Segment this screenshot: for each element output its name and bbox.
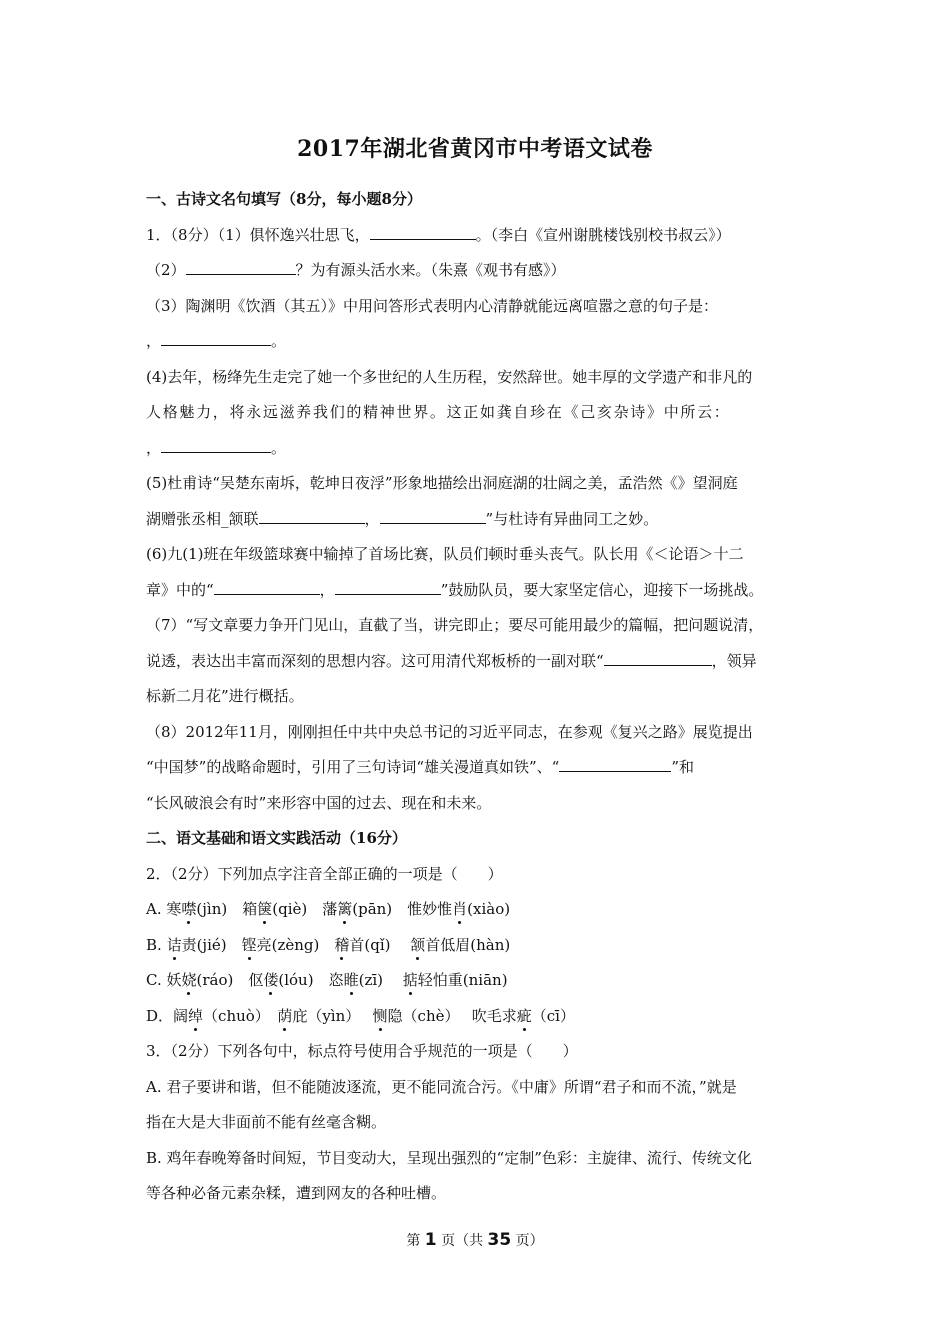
text: (lóu) 恣: [278, 971, 344, 989]
dotted-char: 箧: [257, 900, 273, 918]
q1-line6: 人格魅力，将永远滋养我们的精神世界。这正如龚自珍在《己亥杂诗》中所云：: [146, 403, 731, 421]
text: 首低眉(hàn): [425, 935, 511, 954]
text: （cī）: [531, 1006, 575, 1025]
dotted-char: 颔: [410, 935, 426, 954]
dotted-char: 睢: [343, 971, 359, 989]
dotted-char: 诘: [166, 935, 182, 954]
q1-line11: [146, 579, 810, 615]
dotted-char: 荫: [277, 1006, 293, 1025]
text: 。: [271, 332, 287, 350]
q1-line17: “长风破浪会有时”来形容中国的过去、现在和未来。: [146, 793, 492, 812]
text: ，: [146, 438, 162, 457]
q1-line9: [146, 508, 810, 544]
dotted-char: 恻: [372, 1006, 388, 1025]
text: 。: [271, 438, 287, 457]
section2-heading: 二、语文基础和语文实践活动（16分）: [146, 829, 407, 847]
q1-line4: [146, 330, 810, 366]
text: 湖赠张丞相_颔联: [146, 509, 259, 528]
q1-line14: 标新二月花”进行概括。: [146, 687, 304, 705]
text: ”与杜诗有异曲同工之妙。: [485, 509, 659, 528]
text: （2）: [146, 261, 186, 279]
q1-line1: [146, 224, 810, 260]
q1-line7: [146, 437, 810, 473]
q1-line15: （8）2012年11月，刚刚担任中共中央总书记的习近平同志，在参观《复兴之路》展览提出: [146, 722, 753, 741]
text: （chuò）: [203, 1006, 278, 1025]
text: ？为有源头活水来。（朱熹《观书有感》）: [295, 261, 566, 279]
text: (qiè) 藩: [272, 900, 338, 918]
q1-line16: [146, 756, 810, 792]
text: ，: [364, 509, 380, 528]
page-total: 35: [487, 1230, 512, 1250]
answer-blank: [559, 756, 671, 772]
text: 责(jié): [181, 935, 242, 954]
answer-blank: [604, 650, 712, 666]
text: “中国梦”的战略命题时，引用了三句诗词“雄关漫道真如铁”、“: [146, 758, 560, 776]
text: 首(qǐ): [349, 935, 411, 954]
text: C. 妖: [146, 971, 182, 989]
answer-blank: [259, 508, 365, 524]
dotted-char: 篱: [337, 900, 353, 918]
text: (xiào): [467, 900, 511, 918]
q2-option-d: [146, 1005, 810, 1041]
dotted-char: 偻: [263, 971, 279, 989]
answer-blank: [214, 579, 320, 595]
q3-stem: 3．（2分）下列各句中，标点符号使用合乎规范的一项是（ ）: [146, 1042, 578, 1060]
q1-line10: (6)九(1)班在年级篮球赛中输掉了首场比赛，队员们顿时垂头丧气。队长用《＜论语＞十二: [146, 545, 744, 563]
q1-line8: (5)杜甫诗“吴楚东南坼，乾坤日夜浮”形象地描绘出洞庭湖的壮阔之美，孟浩然《》望洞庭: [146, 474, 738, 492]
text: ，: [146, 332, 162, 350]
page-footer: [0, 1230, 950, 1250]
answer-blank: [370, 224, 476, 240]
q2-option-b: [146, 934, 810, 970]
q3-option-b-line1: B. 鸡年春晚筹备时间短，节目变动大，呈现出强烈的“定制”色彩：主旋律、流行、传统文化: [146, 1148, 752, 1167]
q2-option-c: [146, 969, 810, 1005]
text: 庇（yìn）: [292, 1006, 373, 1025]
q3-option-b-line2: 等各种必备元素杂糅，遭到网友的各种吐槽。: [146, 1184, 447, 1202]
dotted-char: 绰: [188, 1006, 204, 1025]
dotted-char: 稽: [334, 935, 350, 954]
footer-text: 页）: [511, 1233, 544, 1249]
text: ”鼓励队员，要大家坚定信心，迎接下一场挑战。: [440, 580, 764, 599]
q1-line13: [146, 650, 810, 686]
dotted-char: 娆: [181, 971, 197, 989]
text: 亮(zèng): [256, 935, 335, 954]
dotted-char: 肖: [452, 900, 468, 918]
q1-line2: [146, 259, 810, 295]
footer-text: 第: [406, 1233, 425, 1249]
dotted-char: 掂: [402, 971, 418, 989]
text: (zī): [358, 971, 403, 989]
text: 1．（8分）（1）俱怀逸兴壮思飞，: [146, 225, 370, 244]
answer-blank: [161, 330, 271, 346]
q3-option-a-line2: 指在大是大非面前不能有丝毫含糊。: [146, 1113, 387, 1131]
text: ，: [319, 580, 335, 599]
text: B.: [146, 935, 167, 954]
answer-blank: [186, 259, 296, 275]
q3-option-a-line1: A. 君子要讲和谐，但不能随波逐流，更不能同流合污。《中庸》所谓“君子和而不流，”就是: [146, 1077, 737, 1096]
text: 章》中的“: [146, 580, 214, 599]
text: ，领异: [711, 651, 757, 670]
text: 说透，表达出丰富而深刻的思想内容。这可用清代郑板桥的一副对联“: [146, 651, 604, 670]
text: (pān) 惟妙惟: [352, 900, 453, 918]
footer-text: 页（共: [436, 1233, 488, 1249]
q2-stem: 2．（2分）下列加点字注音全部正确的一项是（ ）: [146, 864, 503, 883]
answer-blank: [380, 508, 486, 524]
q1-line3: （3）陶渊明《饮酒（其五）》中用问答形式表明内心清静就能远离喧嚣之意的句子是：: [146, 296, 719, 315]
text: 轻怕重(niān): [417, 971, 508, 989]
text: 隐（chè） 吹毛求: [387, 1006, 517, 1025]
answer-blank: [161, 437, 271, 453]
section1-heading: 一、古诗文名句填写（8分，每小题8分）: [146, 190, 422, 208]
exam-content: [146, 188, 810, 1218]
dotted-char: 噤: [181, 900, 197, 918]
text: (jìn) 箱: [196, 900, 258, 918]
q2-option-a: [146, 898, 810, 934]
text: D．阔: [146, 1006, 189, 1025]
page-number: 1: [424, 1230, 437, 1250]
text: 。（李白《宣州谢朓楼饯别校书叔云》）: [475, 225, 731, 244]
q1-line5: (4)去年，杨绛先生走完了她一个多世纪的人生历程，安然辞世。她丰厚的文学遗产和非凡的: [146, 367, 753, 386]
text: A. 寒: [146, 900, 182, 918]
q1-line12: （7）“写文章要力争开门见山，直截了当，讲完即止；要尽可能用最少的篇幅，把问题说清，: [146, 616, 764, 634]
dotted-char: 疵: [516, 1006, 532, 1025]
text: ”和: [671, 758, 695, 776]
dotted-char: 铿: [241, 935, 257, 954]
exam-title: 2017年湖北省黄冈市中考语文试卷: [297, 136, 653, 162]
text: (ráo) 伛: [196, 971, 264, 989]
answer-blank: [335, 579, 441, 595]
